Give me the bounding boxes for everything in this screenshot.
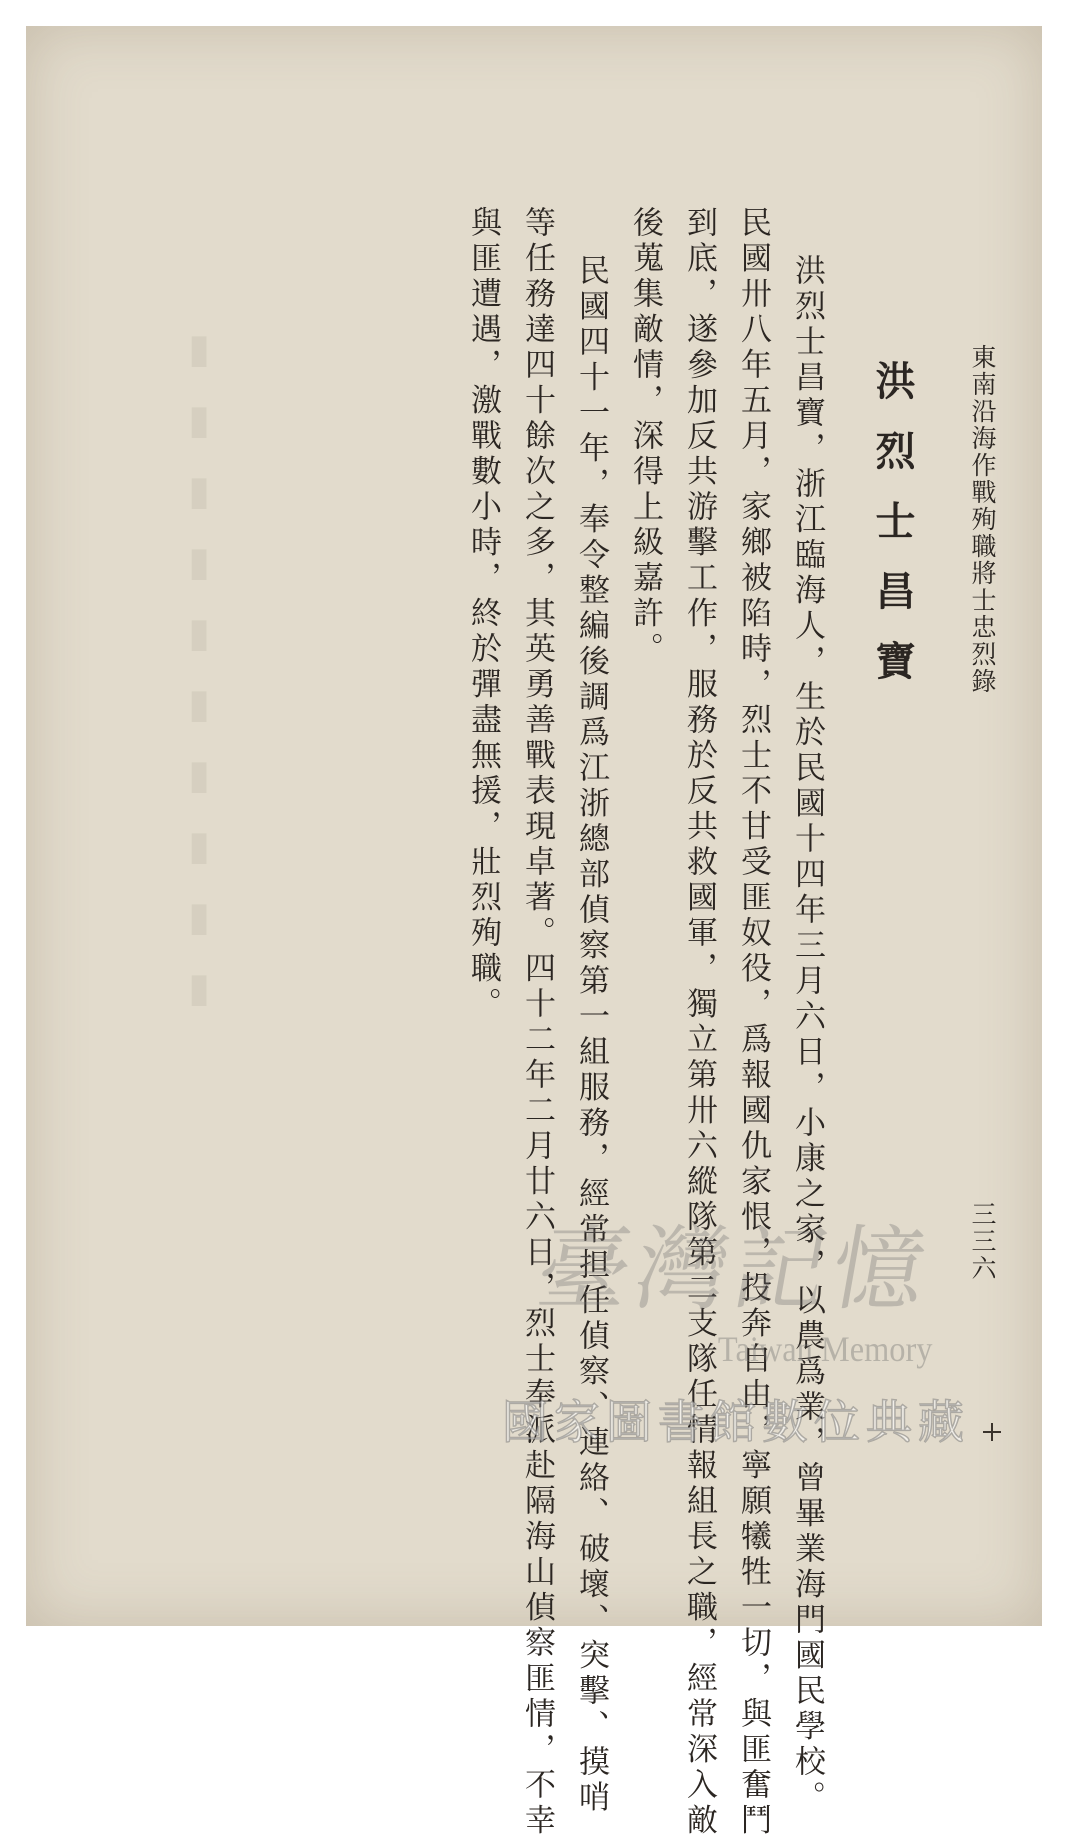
article-title: 洪烈士昌寶 <box>869 360 916 710</box>
bleed-through-shadow: ▮▮▮▮▮▮▮▮▮▮ <box>176 326 222 1036</box>
body-column-1: 洪烈士昌寶，浙江臨海人，生於民國十四年三月六日，小康之家，以農爲業，曾畢業海門國民學校。 <box>789 254 825 1816</box>
body-column-4: 後蒐集敵情，深得上級嘉許。 <box>627 206 663 668</box>
book-title-header: 東南沿海作戰殉職將士忠烈錄 <box>968 344 997 695</box>
page-number: 三三六 <box>968 1201 997 1282</box>
body-column-7: 與匪遭遇，激戰數小時，終於彈盡無援，壯烈殉職。 <box>465 206 501 1023</box>
body-column-5: 民國四十一年，奉令整編後調爲江浙總部偵察第一組服務，經常担任偵察、連絡、破壞、突擊、摸哨 <box>573 254 609 1816</box>
watermark-library-text: 國家圖書館數位典藏 <box>502 1395 970 1449</box>
watermark-english-text: Taiwan Memory <box>717 1329 933 1369</box>
body-column-6: 等任務達四十餘次之多，其英勇善戰表現卓著。四十二年二月廿六日，烈士奉派赴隔海山偵察匪情，不幸 <box>519 206 555 1839</box>
watermark-script-logo: 臺灣記憶 <box>529 1216 941 1323</box>
body-column-3: 到底，遂參加反共游擊工作，服務於反共救國軍，獨立第卅六縱隊第二支隊任情報組長之職，經常深入敵 <box>681 206 717 1839</box>
body-column-2: 民國卅八年五月，家鄉被陷時，烈士不甘受匪奴役，爲報國仇家恨，投奔自由，寧願犧牲一切，與匪奮鬥 <box>735 206 771 1839</box>
registration-mark-icon <box>983 1423 1001 1441</box>
document-page <box>26 26 1042 1839</box>
